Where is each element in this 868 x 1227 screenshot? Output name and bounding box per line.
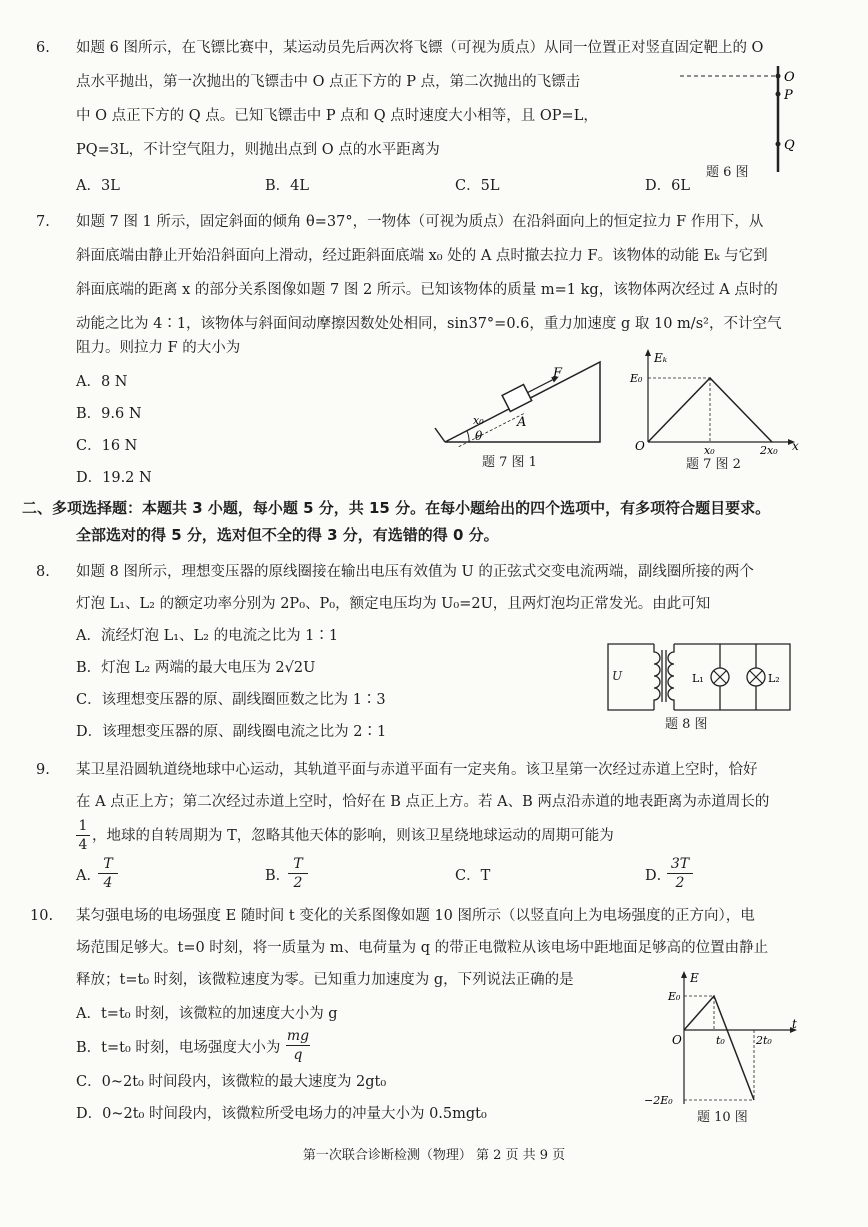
q8-figure-caption: 题 8 图	[665, 717, 708, 732]
q9-option-d-num: 3T	[670, 856, 690, 872]
q7-fig1-label-theta: θ	[475, 429, 483, 443]
q10-figure-caption: 题 10 图	[697, 1110, 748, 1125]
q10-option-b-den: q	[293, 1047, 303, 1063]
q10-label-e: E	[690, 971, 699, 985]
q7-fig1-label-f: F	[553, 366, 563, 381]
q7-figure-1-caption: 题 7 图 1	[482, 455, 537, 470]
q10-label-2t0: 2t₀	[756, 1034, 772, 1047]
q8-number: 8.	[36, 564, 50, 580]
q9-number: 9.	[36, 762, 50, 778]
q9-option-a-num: T	[103, 856, 113, 872]
q10-label-t0: t₀	[716, 1034, 725, 1047]
q8-label-l1: L₁	[692, 672, 704, 685]
q10-line-3: 释放；t=t₀ 时刻，该微粒速度为零。已知重力加速度为 g，下列说法正确的是	[76, 972, 574, 988]
q7-fig2-label-ek: Eₖ	[654, 351, 668, 365]
q9-option-d-fraction	[667, 856, 693, 891]
q7-line-5: 阻力。则拉力 F 的大小为	[76, 340, 241, 356]
q7-option-a: A．8 N	[76, 374, 128, 390]
q7-fig2-label-e0: E₀	[630, 372, 643, 385]
q9-fraction-numerator: 1	[78, 818, 88, 834]
q10-figure	[640, 968, 810, 1108]
q7-fig2-label-o: O	[635, 439, 645, 453]
q6-option-a: A．3L	[76, 178, 120, 194]
q10-number: 10.	[30, 908, 54, 924]
q10-option-b-fraction	[286, 1028, 310, 1063]
q9-line-1: 某卫星沿圆轨道绕地球中心运动，其轨道平面与赤道平面有一定夹角。该卫星第一次经过赤道上空时，恰好	[76, 762, 758, 778]
q10-line-1: 某匀强电场的电场强度 E 随时间 t 变化的关系图像如题 10 图所示（以竖直向上为电场强度的正方向），电	[76, 908, 755, 924]
q6-label-o: O	[784, 70, 795, 85]
section-2-heading: 二、多项选择题：本题共 3 小题，每小题 5 分，共 15 分。在每小题给出的四个选项中，有多项符合题目要求。	[22, 499, 771, 517]
q7-option-c: C．16 N	[76, 438, 138, 454]
q7-line-1: 如题 7 图 1 所示，固定斜面的倾角 θ=37°，一物体（可视为质点）在沿斜面向上的恒定拉力 F 作用下，从	[76, 214, 764, 230]
q6-label-p: P	[784, 88, 793, 103]
q7-fig2-label-x: x	[792, 439, 799, 453]
page-footer: 第一次联合诊断检测（物理） 第 2 页 共 9 页	[302, 1148, 566, 1163]
q9-option-b-label: B．	[265, 868, 291, 884]
q6-line-3: 中 O 点正下方的 Q 点。已知飞镖击中 P 点和 Q 点时速度大小相等，且 OP=L，	[76, 108, 598, 124]
q8-option-d: D．该理想变压器的原、副线圈电流之比为 2∶1	[76, 724, 387, 740]
q9-line-2: 在 A 点正上方；第二次经过赤道上空时，恰好在 B 点正上方。若 A、B 两点沿赤道的地表距离为赤道周长的	[76, 794, 770, 810]
q7-option-b: B．9.6 N	[76, 406, 142, 422]
q9-option-b-num: T	[293, 856, 303, 872]
q9-option-b-den: 2	[293, 875, 303, 891]
q6-label-q: Q	[784, 138, 795, 153]
q10-option-a: A．t=t₀ 时刻，该微粒的加速度大小为 g	[76, 1006, 338, 1022]
q10-option-b-num: mg	[286, 1028, 310, 1044]
q7-number: 7.	[36, 214, 50, 230]
q8-option-c: C．该理想变压器的原、副线圈匝数之比为 1∶3	[76, 692, 386, 708]
q8-line-1: 如题 8 图所示，理想变压器的原线圈接在输出电压有效值为 U 的正弦式交变电流两端，副线圈所接的两个	[76, 564, 754, 580]
q6-option-c: C．5L	[455, 178, 500, 194]
q7-line-3: 斜面底端的距离 x 的部分关系图像如题 7 图 2 所示。已知该物体的质量 m=1 kg，该物体两次经过 A 点时的	[76, 282, 778, 298]
q9-option-a-label: A．	[76, 868, 101, 884]
q7-option-d: D．19.2 N	[76, 470, 152, 486]
q6-figure	[680, 62, 810, 177]
q10-label-t: t	[792, 1017, 797, 1031]
q10-option-d: D．0~2t₀ 时间段内，该微粒所受电场力的冲量大小为 0.5mgt₀	[76, 1106, 487, 1122]
q9-option-d-label: D．	[645, 868, 672, 884]
q10-line-2: 场范围足够大。t=0 时刻，将一质量为 m、电荷量为 q 的带正电微粒从该电场中距地面足够高的位置由静止	[76, 940, 769, 956]
q7-fig2-label-x0: x₀	[704, 444, 715, 457]
q7-line-2: 斜面底端由静止开始沿斜面向上滑动，经过距斜面底端 x₀ 处的 A 点时撤去拉力 F。该物体的动能 Eₖ 与它到	[76, 248, 768, 264]
q9-fraction-quarter	[76, 818, 90, 853]
q8-figure	[598, 636, 798, 716]
q10-label-e0: E₀	[668, 990, 681, 1003]
q6-number: 6.	[36, 40, 50, 56]
q10-option-b: B．t=t₀ 时刻，电场强度大小为	[76, 1040, 281, 1056]
q7-fig1-label-a: A	[517, 415, 527, 430]
q6-line-1: 如题 6 图所示，在飞镖比赛中，某运动员先后两次将飞镖（可视为质点）从同一位置正对竖直固定靶上的 O	[76, 40, 764, 56]
q8-option-b: B．灯泡 L₂ 两端的最大电压为 2√2U	[76, 660, 316, 676]
q7-fig1-label-x0: x₀	[473, 414, 484, 427]
q7-figure-2-caption: 题 7 图 2	[686, 457, 741, 472]
q8-option-a: A．流经灯泡 L₁、L₂ 的电流之比为 1∶1	[76, 628, 339, 644]
q10-label-neg-2e0: −2E₀	[644, 1094, 673, 1107]
q8-label-l2: L₂	[768, 672, 780, 685]
q6-line-2: 点水平抛出，第一次抛出的飞镖击中 O 点正下方的 P 点，第二次抛出的飞镖击	[76, 74, 581, 90]
q9-option-a-fraction	[98, 856, 118, 891]
q9-option-d-den: 2	[675, 875, 685, 891]
q9-fraction-denominator: 4	[78, 837, 88, 853]
q9-option-b-fraction	[288, 856, 308, 891]
q7-figure-2	[630, 350, 800, 457]
q7-fig2-label-2x0: 2x₀	[760, 444, 778, 457]
q10-option-c: C．0~2t₀ 时间段内，该微粒的最大速度为 2gt₀	[76, 1074, 387, 1090]
q8-line-2: 灯泡 L₁、L₂ 的额定功率分别为 2P₀、P₀，额定电压均为 U₀=2U，且两灯泡均正常发光。由此可知	[76, 596, 711, 612]
q6-option-b: B．4L	[265, 178, 310, 194]
q7-line-4: 动能之比为 4∶1，该物体与斜面间动摩擦因数处处相同，sin37°=0.6，重力加速度 g 取 10 m/s²，不计空气	[76, 316, 782, 332]
q6-line-4: PQ=3L，不计空气阻力，则抛出点到 O 点的水平距离为	[76, 142, 440, 158]
section-2-scoring: 全部选对的得 5 分，选对但不全的得 3 分，有选错的得 0 分。	[76, 526, 499, 544]
q9-option-c: C．T	[455, 868, 491, 884]
q9-option-a-den: 4	[103, 875, 113, 891]
q6-figure-caption: 题 6 图	[706, 165, 749, 180]
q8-label-u: U	[612, 669, 623, 683]
q6-option-d: D．6L	[645, 178, 690, 194]
q7-figure-1	[425, 360, 610, 450]
q10-label-o: O	[672, 1033, 682, 1047]
q9-line-3: ，地球的自转周期为 T，忽略其他天体的影响，则该卫星绕地球运动的周期可能为	[92, 828, 614, 844]
